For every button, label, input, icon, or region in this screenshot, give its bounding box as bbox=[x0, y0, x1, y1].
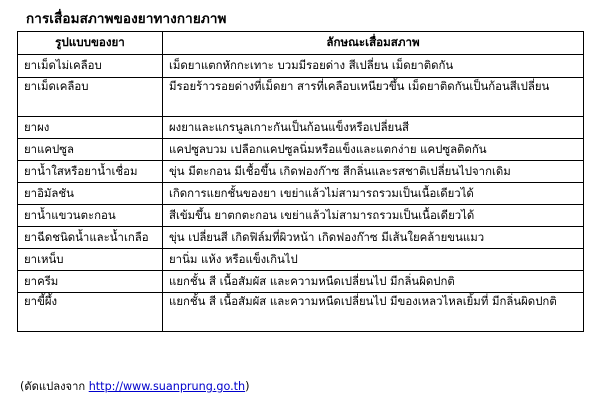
deterioration-cell: แคปซูลบวม เปลือกแคปซูลนิ่มหรือแข็งและแตกง่าย แคปซูลติดกัน bbox=[163, 139, 584, 161]
dosage-form-cell: ยาน้ำแขวนตะกอน bbox=[18, 205, 163, 227]
table-row bbox=[18, 227, 584, 249]
deterioration-cell: ผงยาและแกรนูลเกาะกันเป็นก้อนแข็งหรือเปลี่ยนสี bbox=[163, 117, 584, 139]
deterioration-cell: สีเข้มขึ้น ยาตกตะกอน เขย่าแล้วไม่สามารถรวมเป็นเนื้อเดียวได้ bbox=[163, 205, 584, 227]
dosage-form-cell: ยาอิมัลชัน bbox=[18, 183, 163, 205]
dosage-form-cell: ยาฉีดชนิดน้ำและน้ำเกลือ bbox=[18, 227, 163, 249]
deterioration-cell: เกิดการแยกชั้นของยา เขย่าแล้วไม่สามารถรวมเป็นเนื้อเดียวได้ bbox=[163, 183, 584, 205]
deterioration-cell: ขุ่น มีตะกอน มีเชื้อขึ้น เกิดฟองก๊าซ สีกลิ่นและรสชาติเปลี่ยนไปจากเดิม bbox=[163, 161, 584, 183]
source-caption bbox=[20, 377, 250, 395]
table-row bbox=[18, 161, 584, 183]
table-header-row bbox=[18, 32, 584, 55]
dosage-form-cell: ยาครีม bbox=[18, 271, 163, 293]
dosage-form-cell: ยาน้ำใสหรือยาน้ำเชื่อม bbox=[18, 161, 163, 183]
dosage-form-cell: ยาแคปซูล bbox=[18, 139, 163, 161]
table-row bbox=[18, 78, 584, 117]
table-row bbox=[18, 271, 584, 293]
dosage-form-cell: ยาเม็ดเคลือบ bbox=[18, 78, 163, 117]
header-deterioration: ลักษณะเสื่อมสภาพ bbox=[163, 32, 584, 55]
table-row bbox=[18, 205, 584, 227]
deterioration-cell: ยานิ่ม แห้ง หรือแข็งเกินไป bbox=[163, 249, 584, 271]
deterioration-cell: เม็ดยาแตกหักกะเทาะ บวมมีรอยด่าง สีเปลี่ยน เม็ดยาติดกัน bbox=[163, 55, 584, 78]
deterioration-cell: แยกชั้น สี เนื้อสัมผัส และความหนืดเปลี่ยนไป มีกลิ่นผิดปกติ bbox=[163, 271, 584, 293]
drug-deterioration-table bbox=[17, 31, 584, 332]
deterioration-cell: ขุ่น เปลี่ยนสี เกิดฟิล์มที่ผิวหน้า เกิดฟองก๊าซ มีเส้นใยคล้ายขนแมว bbox=[163, 227, 584, 249]
dosage-form-cell: ยาผง bbox=[18, 117, 163, 139]
source-prefix: (ดัดแปลงจาก bbox=[20, 380, 86, 393]
source-link[interactable]: http://www.suanprung.go.th bbox=[88, 380, 246, 393]
dosage-form-cell: ยาเหน็บ bbox=[18, 249, 163, 271]
table-row bbox=[18, 139, 584, 161]
table-row bbox=[18, 117, 584, 139]
table-row bbox=[18, 293, 584, 332]
dosage-form-cell: ยาขี้ผึ้ง bbox=[18, 293, 163, 332]
page-title: การเสื่อมสภาพของยาทางกายภาพ bbox=[26, 11, 227, 27]
dosage-form-cell: ยาเม็ดไม่เคลือบ bbox=[18, 55, 163, 78]
header-dosage-form: รูปแบบของยา bbox=[18, 32, 163, 55]
table-row bbox=[18, 55, 584, 78]
deterioration-cell: มีรอยร้าวรอยด่างที่เม็ดยา สารที่เคลือบเหนียวขึ้น เม็ดยาติดกันเป็นก้อนสีเปลี่ยน bbox=[163, 78, 584, 117]
source-suffix: ) bbox=[245, 380, 250, 393]
table-row bbox=[18, 249, 584, 271]
deterioration-cell: แยกชั้น สี เนื้อสัมผัส และความหนืดเปลี่ยนไป มีของเหลวไหลเยิ้มที่ มีกลิ่นผิดปกติ bbox=[163, 293, 584, 332]
table-row bbox=[18, 183, 584, 205]
